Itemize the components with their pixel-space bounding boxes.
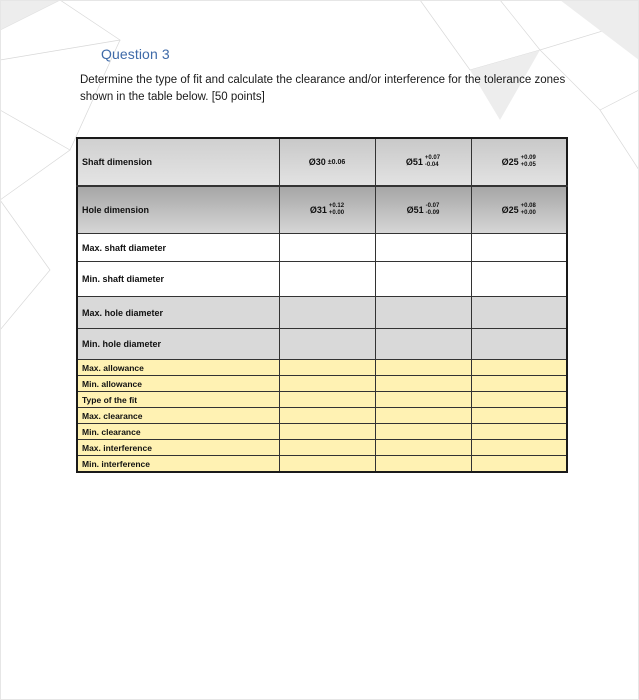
dim-lower: -0.04 bbox=[424, 162, 439, 168]
question-title: Question 3 bbox=[101, 46, 170, 62]
dim-lower: +0.00 bbox=[328, 210, 345, 216]
answer-cell[interactable] bbox=[279, 329, 375, 360]
type-of-fit-label: Type of the fit bbox=[77, 392, 279, 408]
answer-cell[interactable] bbox=[279, 262, 375, 297]
table-row bbox=[77, 186, 567, 234]
hole-dim-2 bbox=[375, 186, 471, 234]
dim-upper: +0.07 bbox=[424, 155, 441, 161]
max-clearance-label: Max. clearance bbox=[77, 408, 279, 424]
table-row bbox=[77, 456, 567, 473]
dim-base: Ø31 bbox=[309, 205, 327, 215]
table-row bbox=[77, 440, 567, 456]
dim-tolerance: ±0.06 bbox=[327, 158, 346, 166]
answer-cell[interactable] bbox=[471, 360, 567, 376]
answer-cell[interactable] bbox=[471, 408, 567, 424]
question-text: Determine the type of fit and calculate the clearance and/or interference for the tolerance zones shown in the table below. [50 points] bbox=[80, 74, 566, 103]
min-hole-label: Min. hole diameter bbox=[77, 329, 279, 360]
answer-cell[interactable] bbox=[471, 376, 567, 392]
table-row bbox=[77, 138, 567, 186]
max-allowance-label: Max. allowance bbox=[77, 360, 279, 376]
dim-lower: +0.00 bbox=[520, 210, 536, 216]
answer-cell[interactable] bbox=[471, 234, 567, 262]
max-interference-label: Max. interference bbox=[77, 440, 279, 456]
dim-lower: +0.05 bbox=[520, 162, 536, 168]
table-row bbox=[77, 262, 567, 297]
min-allowance-label: Min. allowance bbox=[77, 376, 279, 392]
shaft-dim-2 bbox=[375, 138, 471, 186]
dim-lower: -0.09 bbox=[425, 210, 440, 216]
max-shaft-label: Max. shaft diameter bbox=[77, 234, 279, 262]
min-interference-label: Min. interference bbox=[77, 456, 279, 473]
answer-cell[interactable] bbox=[471, 297, 567, 329]
dim-base: Ø25 bbox=[501, 205, 519, 215]
dim-upper: +0.12 bbox=[328, 203, 345, 209]
answer-cell[interactable] bbox=[375, 297, 471, 329]
answer-cell[interactable] bbox=[375, 424, 471, 440]
answer-cell[interactable] bbox=[471, 392, 567, 408]
answer-cell[interactable] bbox=[471, 440, 567, 456]
min-shaft-label: Min. shaft diameter bbox=[77, 262, 279, 297]
min-clearance-label: Min. clearance bbox=[77, 424, 279, 440]
answer-cell[interactable] bbox=[375, 376, 471, 392]
answer-cell[interactable] bbox=[375, 456, 471, 473]
shaft-dim-3 bbox=[471, 138, 567, 186]
answer-cell[interactable] bbox=[279, 234, 375, 262]
dim-base: Ø25 bbox=[501, 157, 519, 167]
answer-cell[interactable] bbox=[375, 408, 471, 424]
shaft-dim-1 bbox=[279, 138, 375, 186]
dim-base: Ø51 bbox=[405, 157, 423, 167]
answer-cell[interactable] bbox=[375, 392, 471, 408]
dim-upper: -0.07 bbox=[425, 203, 440, 209]
hole-dim-3 bbox=[471, 186, 567, 234]
table-row bbox=[77, 392, 567, 408]
table-row bbox=[77, 424, 567, 440]
table-row bbox=[77, 234, 567, 262]
answer-cell[interactable] bbox=[375, 234, 471, 262]
fit-table bbox=[76, 137, 568, 473]
answer-cell[interactable] bbox=[279, 408, 375, 424]
dim-upper: +0.09 bbox=[520, 155, 536, 161]
answer-cell[interactable] bbox=[471, 424, 567, 440]
dim-upper: +0.08 bbox=[520, 203, 536, 209]
answer-cell[interactable] bbox=[471, 262, 567, 297]
answer-cell[interactable] bbox=[375, 329, 471, 360]
answer-cell[interactable] bbox=[279, 360, 375, 376]
answer-cell[interactable] bbox=[375, 262, 471, 297]
answer-cell[interactable] bbox=[279, 456, 375, 473]
shaft-dimension-label: Shaft dimension bbox=[77, 138, 279, 186]
answer-cell[interactable] bbox=[279, 440, 375, 456]
answer-cell[interactable] bbox=[471, 456, 567, 473]
dim-base: Ø51 bbox=[406, 205, 424, 215]
hole-dimension-label: Hole dimension bbox=[77, 186, 279, 234]
table-row bbox=[77, 376, 567, 392]
table-row bbox=[77, 329, 567, 360]
max-hole-label: Max. hole diameter bbox=[77, 297, 279, 329]
hole-dim-1 bbox=[279, 186, 375, 234]
answer-cell[interactable] bbox=[375, 360, 471, 376]
table-row bbox=[77, 297, 567, 329]
answer-cell[interactable] bbox=[279, 376, 375, 392]
answer-cell[interactable] bbox=[279, 297, 375, 329]
answer-cell[interactable] bbox=[471, 329, 567, 360]
answer-cell[interactable] bbox=[279, 392, 375, 408]
table-row bbox=[77, 408, 567, 424]
answer-cell[interactable] bbox=[279, 424, 375, 440]
answer-cell[interactable] bbox=[375, 440, 471, 456]
dim-base: Ø30 bbox=[308, 157, 326, 167]
table-row bbox=[77, 360, 567, 376]
